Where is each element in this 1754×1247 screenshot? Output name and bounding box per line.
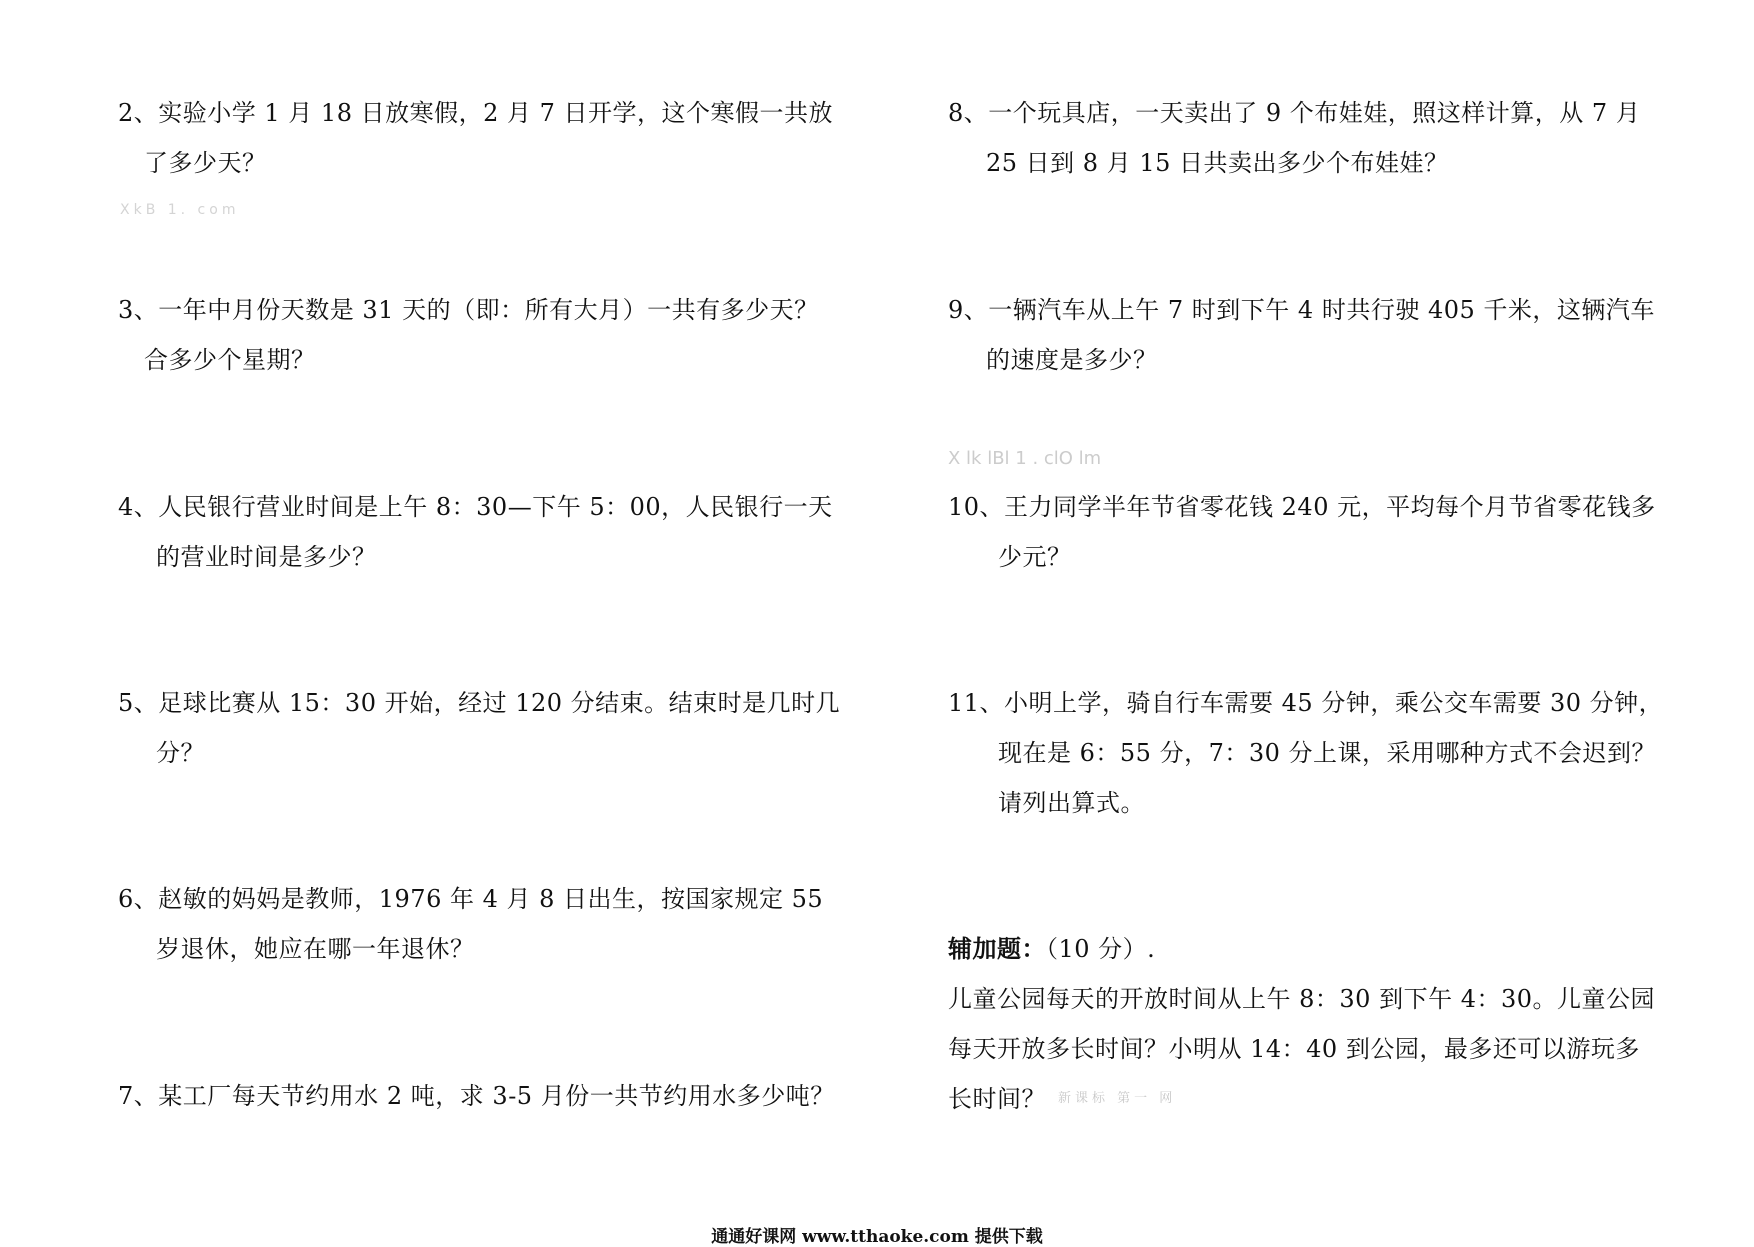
question-11-line-1: 11、小明上学，骑自行车需要 45 分钟，乘公交车需要 30 分钟， [948, 689, 1664, 717]
question-4-line-1: 4、人民银行营业时间是上午 8：30—下午 5：00，人民银行一天 [118, 493, 833, 521]
watermark-xinkebiao: 新课标 第一 网 [1058, 1090, 1177, 1106]
question-11-line-3: 请列出算式。 [998, 789, 1145, 817]
question-9-line-1: 9、一辆汽车从上午 7 时到下午 4 时共行驶 405 千米，这辆汽车 [948, 296, 1655, 324]
watermark-xkb1: XkB 1. com [120, 202, 240, 218]
question-10 [948, 482, 1656, 582]
question-2 [118, 88, 833, 188]
bonus-score: （10 分）. [1046, 935, 1156, 963]
question-4-line-2: 的营业时间是多少？ [156, 543, 377, 571]
question-4 [118, 482, 833, 582]
question-9-line-2: 的速度是多少？ [986, 346, 1158, 374]
question-6-line-1: 6、赵敏的妈妈是教师，1976 年 4 月 8 日出生，按国家规定 55 [118, 885, 824, 913]
bonus-line-1: 儿童公园每天的开放时间从上午 8：30 到下午 4：30。儿童公园 [948, 985, 1656, 1013]
question-7 [118, 1071, 835, 1121]
bonus-line-3: 长时间？ [948, 1085, 1046, 1113]
bonus-line-3-wrap [948, 1074, 1655, 1126]
question-8-line-2: 25 日到 8 月 15 日共卖出多少个布娃娃？ [986, 149, 1449, 177]
question-9 [948, 285, 1655, 385]
bonus-heading [948, 924, 1655, 974]
question-6-line-2: 岁退休，她应在哪一年退休？ [156, 935, 475, 963]
bonus-line-2: 每天开放多长时间？小明从 14：40 到公园，最多还可以游玩多 [948, 1035, 1640, 1063]
question-2-line-2: 了多少天？ [144, 149, 267, 177]
question-10-line-2: 少元？ [998, 543, 1072, 571]
question-11 [948, 678, 1663, 828]
question-8-line-1: 8、一个玩具店，一天卖出了 9 个布娃娃，照这样计算，从 7 月 [948, 99, 1641, 127]
bonus-question [948, 924, 1655, 1126]
question-3 [118, 285, 819, 385]
question-3-line-2: 合多少个星期？ [144, 346, 316, 374]
question-3-line-1: 3、一年中月份天数是 31 天的（即：所有大月）一共有多少天？ [118, 296, 819, 324]
watermark-xlkbl1: X lk lBl 1 . clO lm [948, 448, 1102, 469]
question-8 [948, 88, 1640, 188]
question-5-line-2: 分？ [156, 739, 205, 767]
question-5 [118, 678, 840, 778]
question-11-line-2: 现在是 6：55 分，7：30 分上课，采用哪种方式不会迟到？ [998, 739, 1657, 767]
question-2-line-1: 2、实验小学 1 月 18 日放寒假，2 月 7 日开学，这个寒假一共放 [118, 99, 834, 127]
question-10-line-1: 10、王力同学半年节省零花钱 240 元，平均每个月节省零花钱多 [948, 493, 1656, 521]
footer-credit: 通通好课网 www.tthaoke.com 提供下载 [711, 1227, 1043, 1247]
question-6 [118, 874, 823, 974]
question-7-line-1: 7、某工厂每天节约用水 2 吨，求 3-5 月份一共节约用水多少吨？ [118, 1082, 835, 1110]
question-5-line-1: 5、足球比赛从 15：30 开始，经过 120 分结束。结束时是几时几 [118, 689, 841, 717]
bonus-title: 辅加题： [948, 934, 1046, 963]
